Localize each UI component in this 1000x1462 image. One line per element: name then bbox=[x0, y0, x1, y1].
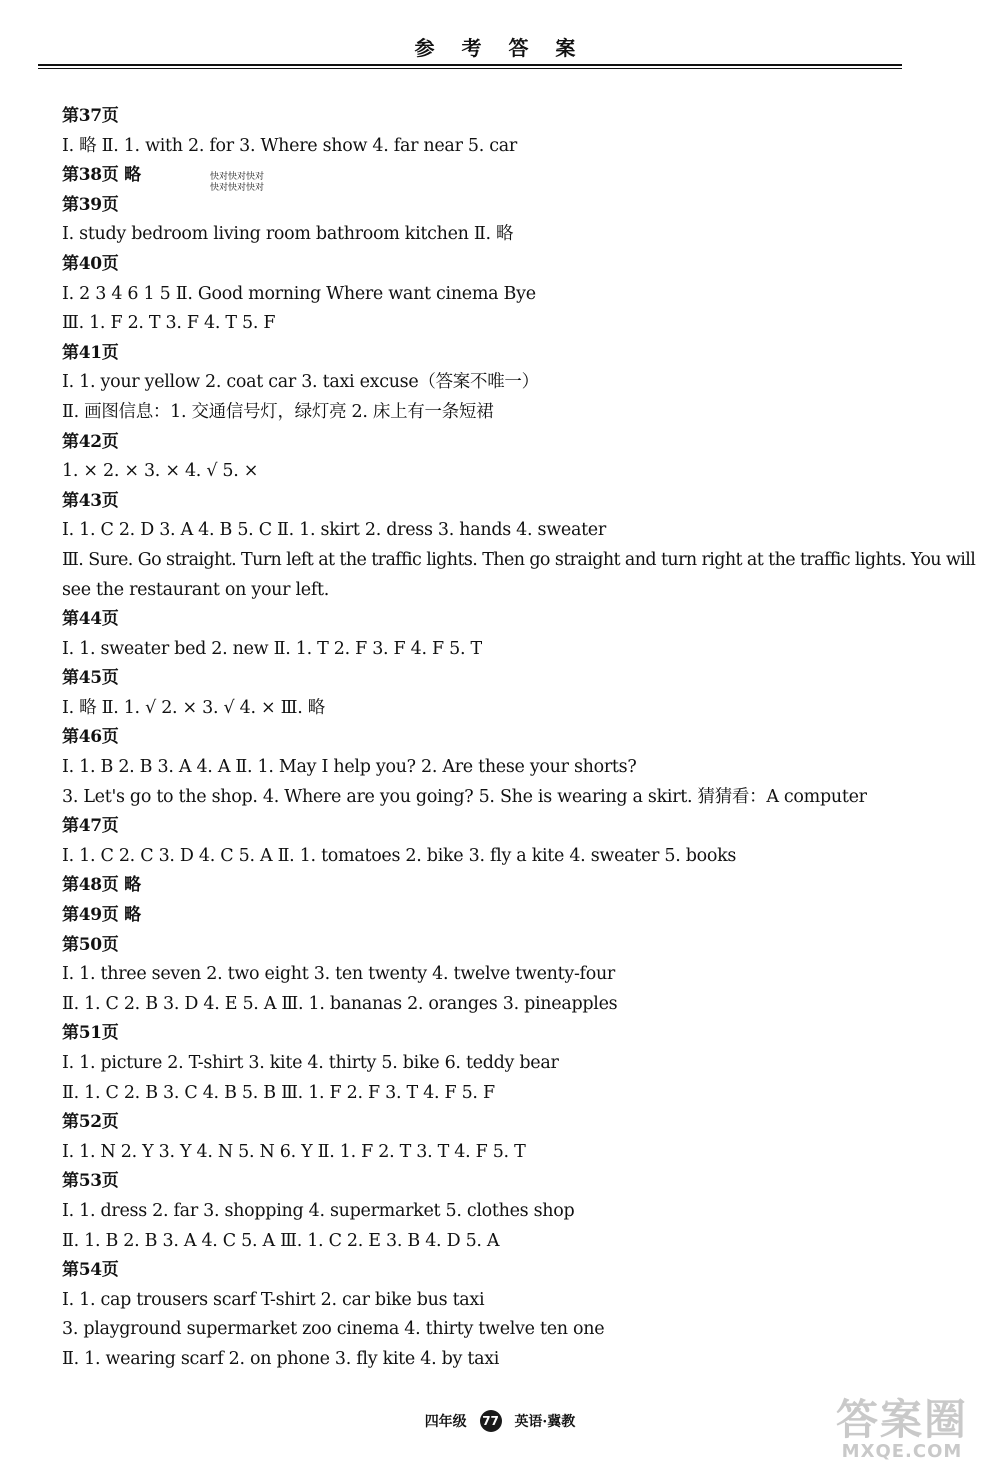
answer-line: Ⅰ. 1. three seven 2. two eight 3. ten twenty 4. twelve twenty-four bbox=[62, 964, 616, 985]
page-heading: 第44页 bbox=[62, 609, 119, 630]
page-heading: 第39页 bbox=[62, 194, 119, 215]
page-header-title: 参 考 答 案 bbox=[414, 36, 586, 60]
answer-line: Ⅲ. 1. F 2. T 3. F 4. T 5. F bbox=[62, 313, 276, 334]
answer-line: 3. Let's go to the shop. 4. Where are you going? 5. She is wearing a skirt. 猜猜看：A computer bbox=[62, 786, 867, 807]
answer-line: 1. × 2. × 3. × 4. √ 5. × bbox=[62, 461, 259, 482]
footer-subject: 英语·冀教 bbox=[514, 1414, 576, 1430]
page-heading: 第45页 bbox=[62, 668, 119, 689]
answer-line: Ⅰ. 1. cap trousers scarf T-shirt 2. car bike bus taxi bbox=[62, 1289, 485, 1310]
answer-line: Ⅲ. Sure. Go straight. Turn left at the traffic lights. Then go straight and turn right at the traffic lights. You will bbox=[62, 549, 976, 570]
answer-line: Ⅱ. 1. wearing scarf 2. on phone 3. fly kite 4. by taxi bbox=[62, 1348, 500, 1369]
page-heading: 第54页 bbox=[62, 1260, 119, 1281]
watermark-logo-text: 答案圈 bbox=[835, 1395, 968, 1444]
answer-line: Ⅰ. 略 Ⅱ. 1. √ 2. × 3. √ 4. × Ⅲ. 略 bbox=[62, 697, 325, 718]
answer-line: see the restaurant on your left. bbox=[62, 579, 329, 600]
watermark-domain: MXQE.COM bbox=[841, 1441, 963, 1462]
header-rule bbox=[38, 64, 902, 69]
page-heading: 第53页 bbox=[62, 1171, 119, 1192]
page-heading: 第41页 bbox=[62, 342, 119, 363]
answer-line: Ⅱ. 画图信息：1. 交通信号灯，绿灯亮 2. 床上有一条短裙 bbox=[62, 401, 494, 422]
note-line: 快对快对快对 bbox=[210, 172, 265, 182]
page-heading: 第52页 bbox=[62, 1112, 119, 1133]
page-heading: 第46页 bbox=[62, 727, 119, 748]
answer-line: Ⅰ. 1. C 2. C 3. D 4. C 5. A Ⅱ. 1. tomatoes 2. bike 3. fly a kite 4. sweater 5. books bbox=[62, 845, 737, 866]
page-heading: 第43页 bbox=[62, 490, 119, 511]
answer-line: Ⅰ. 1. picture 2. T-shirt 3. kite 4. thirty 5. bike 6. teddy bear bbox=[62, 1053, 559, 1073]
answer-line: Ⅰ. 1. your yellow 2. coat car 3. taxi excuse（答案不唯一） bbox=[62, 372, 539, 393]
answer-line: Ⅰ. 略 Ⅱ. 1. with 2. for 3. Where show 4. far near 5. car bbox=[62, 135, 517, 156]
page-number-badge: 77 bbox=[480, 1410, 502, 1432]
answer-line: 3. playground supermarket zoo cinema 4. thirty twelve ten one bbox=[62, 1319, 605, 1340]
page-heading: 第51页 bbox=[62, 1023, 119, 1044]
answer-line: Ⅰ. 1. sweater bed 2. new Ⅱ. 1. T 2. F 3. F 4. F 5. T bbox=[62, 638, 482, 659]
answer-content bbox=[62, 102, 976, 1375]
answer-line: Ⅰ. 1. N 2. Y 3. Y 4. N 5. N 6. Y Ⅱ. 1. F 2. T 3. T 4. F 5. T bbox=[62, 1141, 526, 1162]
page-heading: 第37页 bbox=[62, 106, 119, 126]
page-heading: 第47页 bbox=[62, 816, 119, 837]
answer-line: Ⅰ. 2 3 4 6 1 5 Ⅱ. Good morning Where want cinema Bye bbox=[62, 283, 536, 304]
answer-line: Ⅱ. 1. B 2. B 3. A 4. C 5. A Ⅲ. 1. C 2. E 3. B 4. D 5. A bbox=[62, 1230, 500, 1251]
answer-line: Ⅰ. 1. dress 2. far 3. shopping 4. supermarket 5. clothes shop bbox=[62, 1200, 575, 1221]
answer-line: Ⅰ. study bedroom living room bathroom kitchen Ⅱ. 略 bbox=[62, 224, 514, 245]
answer-line: Ⅱ. 1. C 2. B 3. C 4. B 5. B Ⅲ. 1. F 2. F 3. T 4. F 5. F bbox=[62, 1082, 495, 1103]
page-heading: 第38页 略 bbox=[62, 165, 141, 186]
note-line: 快对快对快对 bbox=[210, 183, 265, 193]
answer-line: Ⅰ. 1. B 2. B 3. A 4. A Ⅱ. 1. May I help you? 2. Are these your shorts? bbox=[62, 757, 637, 778]
page-heading: 第50页 bbox=[62, 934, 119, 955]
answer-line: Ⅰ. 1. C 2. D 3. A 4. B 5. C Ⅱ. 1. skirt 2. dress 3. hands 4. sweater bbox=[62, 520, 606, 541]
footer-grade: 四年级 bbox=[424, 1414, 467, 1430]
page-heading: 第40页 bbox=[62, 253, 119, 274]
page-heading: 第48页 略 bbox=[62, 875, 141, 896]
answer-line: Ⅱ. 1. C 2. B 3. D 4. E 5. A Ⅲ. 1. bananas 2. oranges 3. pineapples bbox=[62, 993, 618, 1014]
page-heading: 第42页 bbox=[62, 431, 119, 452]
site-watermark bbox=[818, 1395, 986, 1462]
page-heading: 第49页 略 bbox=[62, 905, 141, 926]
